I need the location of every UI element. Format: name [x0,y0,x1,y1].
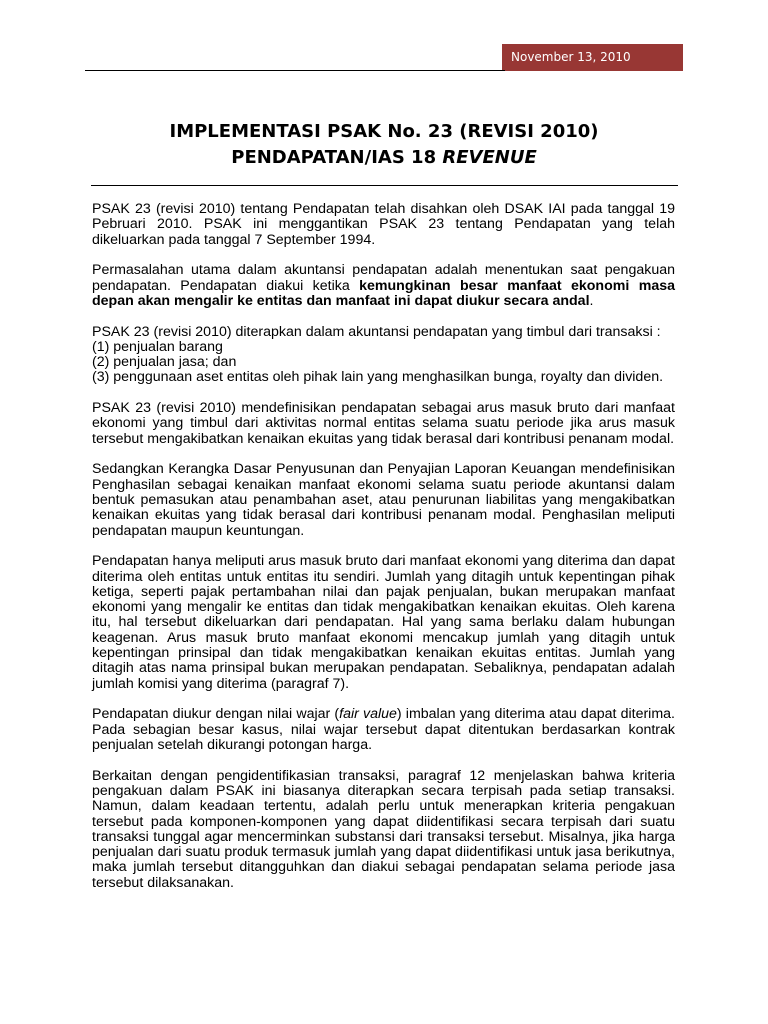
paragraph-measurement [92,707,675,753]
document-title-line-2 [85,145,683,171]
paragraph-definition: PSAK 23 (revisi 2010) mendefinisikan pendapatan sebagai arus masuk bruto dari manfaat ekonomi yang timbul dari aktivitas normal entitas selama suatu periode jika arus masuk tersebut mengakibatkan kenaikan ekuitas yang tidak berasal dari kontribusi penanam modal. [92,400,675,447]
paragraph-identification: Berkaitan dengan pengidentifikasian transaksi, paragraf 12 menjelaskan bahwa kriteria pengakuan dalam PSAK ini biasanya diterapkan secara terpisah pada setiap transaksi. Namun, dalam keadaan tertentu, adalah perlu untuk menerapkan kriteria pengakuan tersebut pada komponen-komponen yang dapat diidentifikasi secara terpisah dari suatu transaksi tunggal agar mencerminkan substansi dari transaksi tersebut. Misalnya, jika harga penjualan dari suatu produk termasuk jumlah yang dapat diidentifikasi untuk jasa berikutnya, maka jumlah tersebut ditangguhkan dan diakui sebagai pendapatan selama periode jasa tersebut dilaksanakan. [92,767,675,891]
document-title-line-1: IMPLEMENTASI PSAK No. 23 (REVISI 2010) [169,121,599,142]
title-prefix: PENDAPATAN/IAS 18 [231,147,443,168]
title-italic: REVENUE [442,147,537,168]
measurement-text: Pendapatan diukur dengan nilai wajar ( [92,706,340,723]
scope-item: (1) penjualan barang [92,338,223,355]
recognition-emphasis: kemungkinan besar manfaat ekonomi masa depan akan mengalir ke entitas dan manfaat ini dapat diukur secara andal [92,277,675,309]
recognition-end: . [589,292,594,309]
document-body [92,202,675,906]
paragraph-recognition [92,263,675,309]
date-badge: November 13, 2010 [502,44,683,71]
title-divider [91,185,678,186]
scope-item: (2) penjualan jasa; dan [92,354,237,371]
scope-item: (3) penggunaan aset entitas oleh pihak lain yang menghasilkan bunga, royalty dan dividen. [92,369,664,386]
recognition-text: Permasalahan utama dalam akuntansi pendapatan adalah menentukan saat pengakuan pendapatan. Pendapatan diakui ketika [92,262,675,294]
paragraph-gross-inflow: Pendapatan hanya meliputi arus masuk bruto dari manfaat ekonomi yang diterima dan dapat diterima oleh entitas untuk entitas itu sendiri. Jumlah yang ditagih untuk kepentingan pihak ketiga, seperti pajak pertambahan nilai dan pajak penjualan, bukan merupakan manfaat ekonomi yang mengalir ke entitas dan tidak mengakibatkan kenaikan ekuitas. Oleh karena itu, hal tersebut dikeluarkan dari pendapatan. Hal yang sama berlaku dalam hubungan keagenan. Arus masuk bruto manfaat ekonomi mencakup jumlah yang ditagih untuk kepentingan prinsipal dan tidak mengakibatkan kenaikan ekuitas entitas. Jumlah yang ditagih atas nama prinsipal bukan merupakan pendapatan. Sebaliknya, pendapatan adalah jumlah komisi yang diterima (paragraf 7). [92,553,675,692]
measurement-italic: fair value [339,706,397,723]
scope-intro: PSAK 23 (revisi 2010) diterapkan dalam akuntansi pendapatan yang timbul dari transaksi : [92,323,661,340]
paragraph-intro: PSAK 23 (revisi 2010) tentang Pendapatan telah disahkan oleh DSAK IAI pada tanggal 19 Pebruari 2010. PSAK ini menggantikan PSAK 23 tentang Pendapatan yang telah dikeluarkan pada tanggal 7 September 1994. [92,201,675,248]
paragraph-framework: Sedangkan Kerangka Dasar Penyusunan dan Penyajian Laporan Keuangan mendefinisikan Penghasilan sebagai kenaikan manfaat ekonomi selama suatu periode akuntansi dalam bentuk pemasukan atau penambahan aset, atau penurunan liabilitas yang mengakibatkan kenaikan ekuitas yang tidak berasal dari kontribusi penanam modal. Penghasilan meliputi pendapatan maupun keuntungan. [92,461,675,539]
measurement-text-cont: ) imbalan yang diterima atau dapat diterima. Pada sebagian besar kasus, nilai wajar tersebut dapat ditentukan berdasarkan kontrak penjualan setelah dikurangi potongan harga. [92,706,675,753]
header-divider [85,70,505,71]
paragraph-scope [92,325,675,386]
